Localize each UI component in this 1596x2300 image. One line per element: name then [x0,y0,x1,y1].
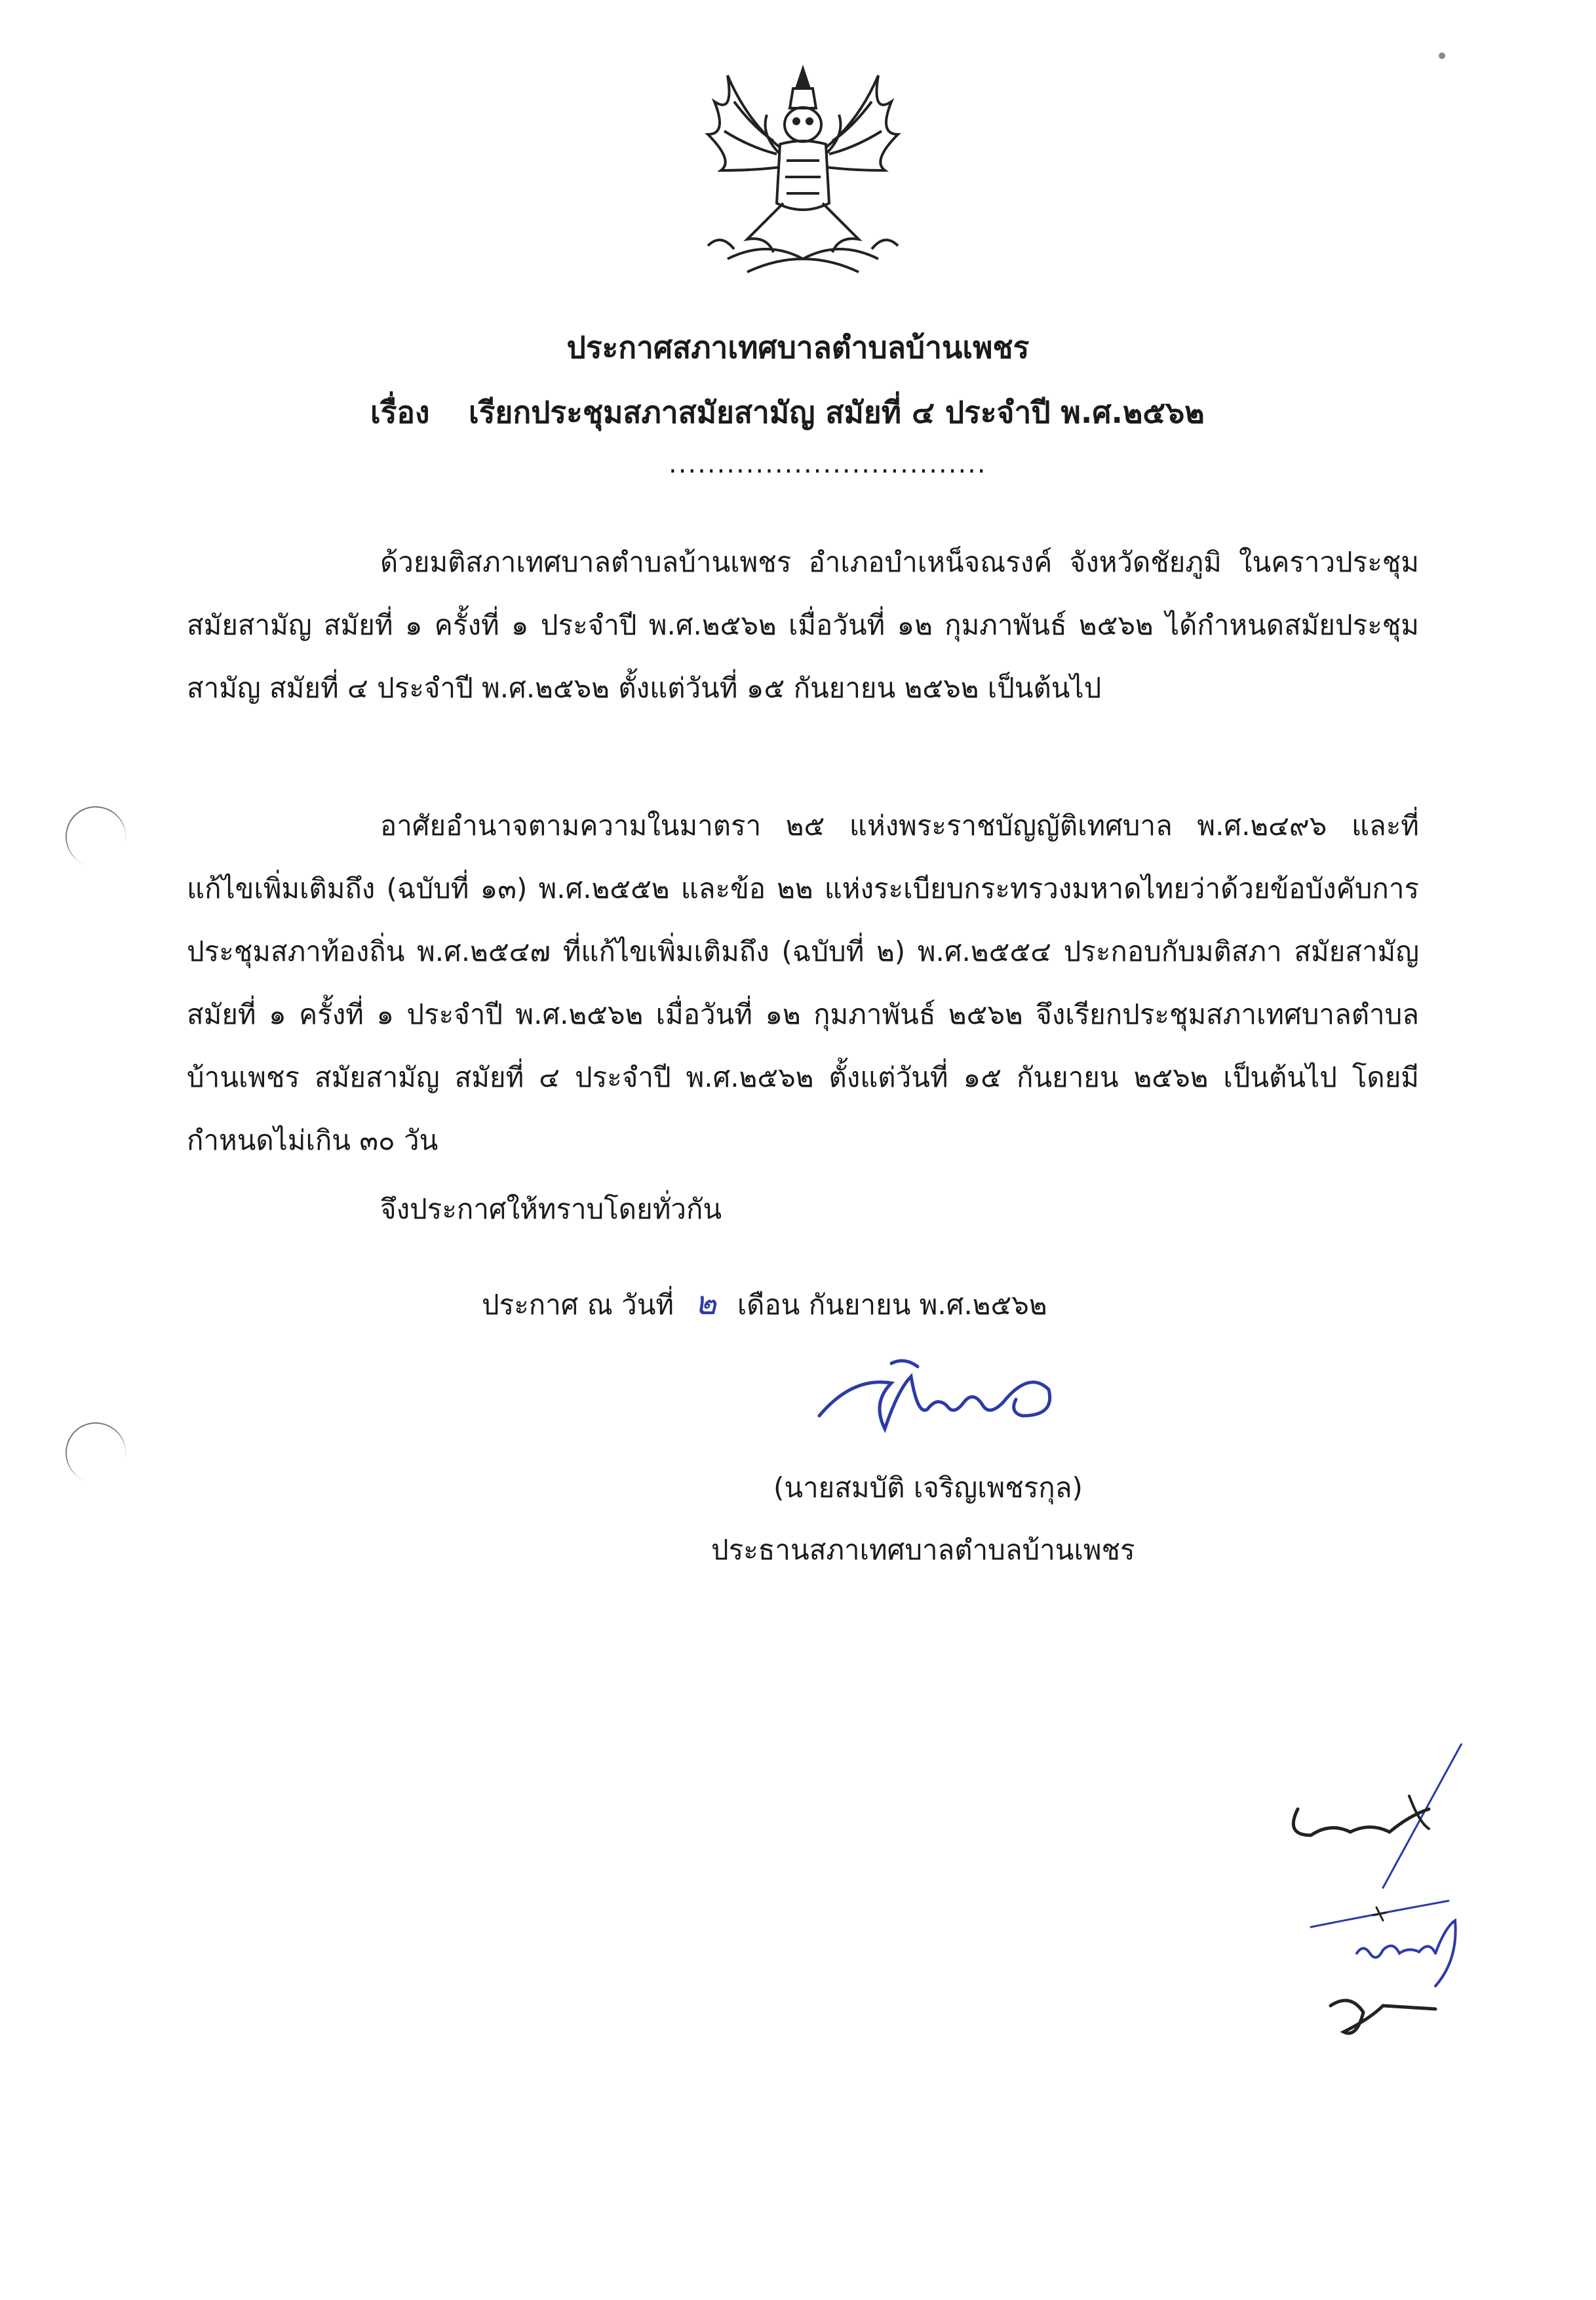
signer-name: (นายสมบัติ เจริญเพชรกุล) [773,1472,1083,1504]
punch-hole-mark [59,800,133,874]
announcement-date [482,1283,1047,1325]
date-prefix: ประกาศ ณ วันที่ [482,1289,674,1321]
subject-row [370,389,1205,437]
signature-icon [813,1350,1075,1449]
punch-hole-mark [59,1416,133,1490]
date-suffix: เดือน กันยายน พ.ศ.๒๕๖๒ [737,1289,1047,1321]
signer-position: ประธานสภาเทศบาลตำบลบ้านเพชร [711,1534,1135,1566]
paragraph-1 [187,531,1419,720]
separator-dots: ................................. [669,449,987,479]
handwritten-annotation-icon [1278,1744,1494,2052]
document-title: ประกาศสภาเทศบาลตำบลบ้านเพชร [566,330,1030,365]
paragraph-2-text: อาศัยอำนาจตามความในมาตรา ๒๕ แห่งพระราชบัญญัติเทศบาล พ.ศ.๒๔๙๖ และที่แก้ไขเพิ่มเติมถึง (ฉบับที่ ๑๓) พ.ศ.๒๕๕๒ และข้อ ๒๒ แห่งระเบียบกระทรวงมหาดไทยว่าด้วยข้อบังคับการประชุมสภาท้องถิ่น พ.ศ.๒๕๔๗ ที่แก้ไขเพิ่มเติมถึง (ฉบับที่ ๒) พ.ศ.๒๕๕๔ ประกอบกับมติสภา สมัยสามัญ สมัยที่ ๑ ครั้งที่ ๑ ประจำปี พ.ศ.๒๕๖๒ เมื่อวันที่ ๑๒ กุมภาพันธ์ ๒๕๖๒ จึงเรียกประชุมสภาเทศบาลตำบลบ้านเพชร สมัยสามัญ สมัยที่ ๔ ประจำปี พ.ศ.๒๕๖๒ ตั้งแต่วันที่ ๑๕ กันยายน ๒๕๖๒ เป็นต้นไป โดยมีกำหนดไม่เกิน ๓๐ วัน [187,809,1419,1156]
closing-statement: จึงประกาศให้ทราบโดยทั่วกัน [380,1193,722,1225]
date-day-handwritten: ๒ [694,1284,716,1322]
garuda-emblem-icon [688,62,918,279]
subject-label: เรื่อง [370,395,430,430]
scan-speck [1439,52,1445,59]
paragraph-2 [187,794,1419,1172]
paragraph-1-text: ด้วยมติสภาเทศบาลตำบลบ้านเพชร อำเภอบำเหน็จณรงค์ จังหวัดชัยภูมิ ในคราวประชุมสมัยสามัญ สมัยที่ ๑ ครั้งที่ ๑ ประจำปี พ.ศ.๒๕๖๒ เมื่อวันที่ ๑๒ กุมภาพันธ์ ๒๕๖๒ ได้กำหนดสมัยประชุมสามัญ สมัยที่ ๔ ประจำปี พ.ศ.๒๕๖๒ ตั้งแต่วันที่ ๑๕ กันยายน ๒๕๖๒ เป็นต้นไป [187,546,1419,704]
subject-text: เรียกประชุมสภาสมัยสามัญ สมัยที่ ๔ ประจำปี พ.ศ.๒๕๖๒ [469,395,1205,430]
